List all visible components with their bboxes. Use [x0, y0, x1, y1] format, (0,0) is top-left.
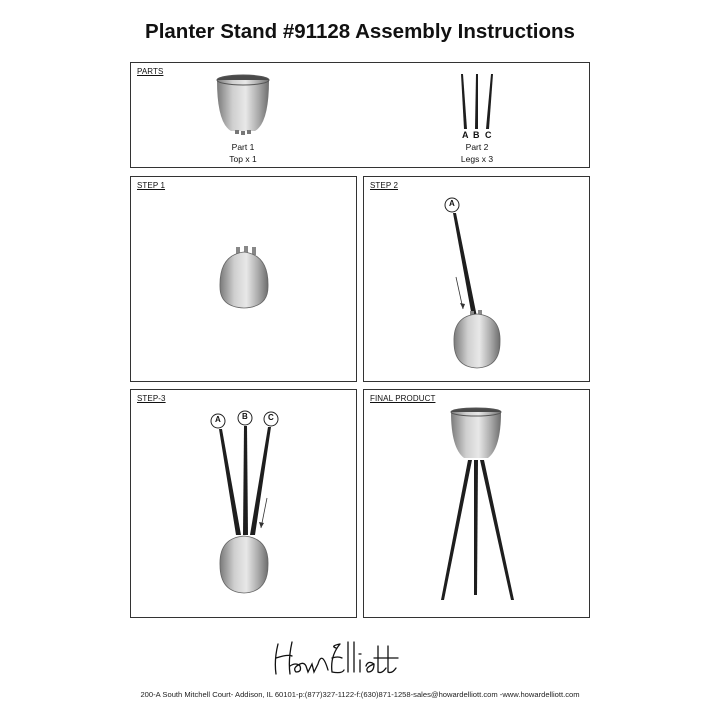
part1-caption [203, 141, 283, 165]
step1-label: STEP 1 [137, 181, 166, 190]
step3-callout-a: A [215, 415, 221, 424]
step3-panel [130, 389, 357, 618]
parts-label: PARTS [137, 67, 164, 76]
howard-elliott-signature-logo [270, 636, 450, 678]
company-address-footer: 200-A South Mitchell Court- Addison, IL 60101-p:(877)327-1122-f:(630)871-1258-sales@howardelliott.com -www.howardelliott.com [140, 690, 580, 699]
step2-panel [363, 176, 590, 382]
leg-letter-b: B [473, 130, 480, 140]
leg-letter-a: A [462, 130, 469, 140]
part2-name: Part 2 [465, 142, 489, 152]
step1-panel [130, 176, 357, 382]
step1-inverted-top-illustration [131, 177, 358, 383]
part2-qty: Legs x 3 [460, 154, 494, 164]
final-product-label: FINAL PRODUCT [370, 394, 436, 403]
part1-planter-top-illustration [131, 63, 591, 169]
page-title: Planter Stand #91128 Assembly Instructions [145, 20, 575, 43]
part2-legs-illustration [461, 74, 493, 129]
part1-qty: Top x 1 [229, 154, 257, 164]
step3-callout-c: C [268, 413, 274, 422]
step3-callout-b: B [242, 412, 248, 421]
part1-name: Part 1 [231, 142, 255, 152]
part2-caption [437, 141, 517, 165]
leg-letter-c: C [485, 130, 492, 140]
step3-label: STEP-3 [137, 394, 166, 403]
step2-callout-a: A [449, 199, 455, 208]
final-product-panel [363, 389, 590, 618]
step3-three-legs-illustration [131, 390, 358, 619]
step2-leg-insertion-illustration [364, 177, 591, 383]
final-planter-stand-illustration [364, 390, 591, 619]
step2-label: STEP 2 [370, 181, 399, 190]
parts-panel [130, 62, 590, 168]
